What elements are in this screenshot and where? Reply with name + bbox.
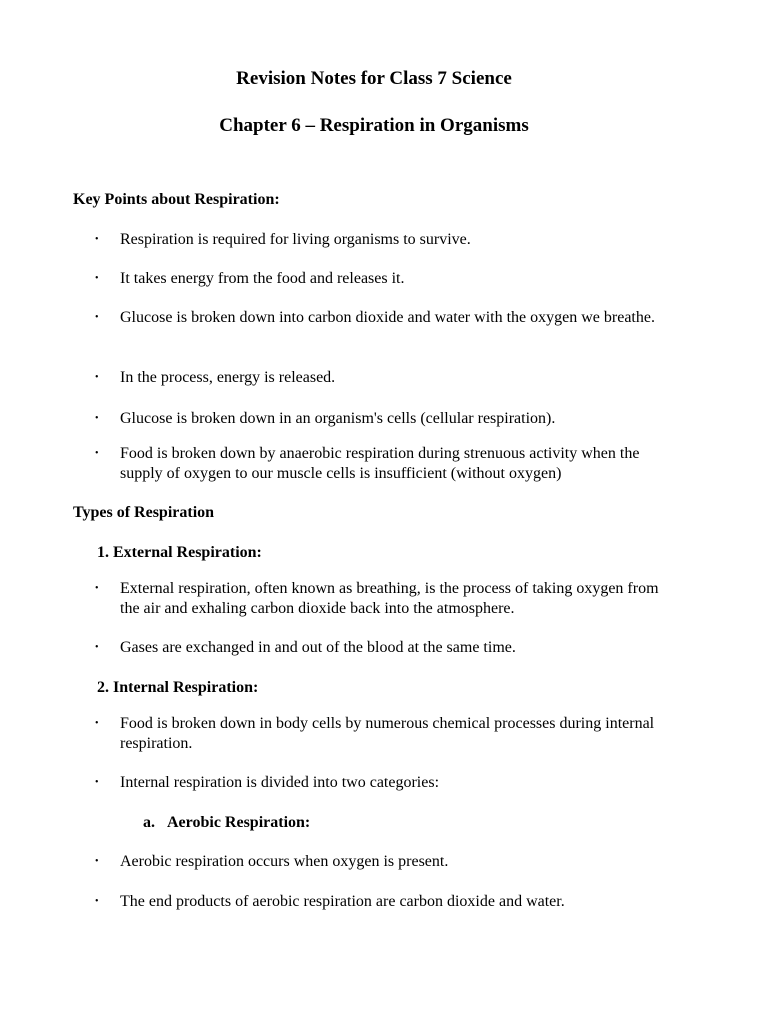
- list-item: [95, 308, 675, 328]
- list-item: [95, 773, 675, 793]
- bullet-icon: •: [95, 896, 99, 907]
- list-item: [95, 638, 675, 658]
- list-item: [95, 892, 675, 912]
- aerobic-respiration-heading: [143, 813, 310, 833]
- key-points-heading: Key Points about Respiration:: [73, 191, 280, 208]
- list-item-text: Gases are exchanged in and out of the blood at the same time.: [120, 639, 516, 656]
- aerobic-heading-text: Aerobic Respiration:: [167, 814, 311, 831]
- list-item-text: Internal respiration is divided into two categories:: [120, 774, 440, 791]
- list-item: [95, 579, 675, 619]
- list-item-text: Aerobic respiration occurs when oxygen is present.: [120, 853, 449, 870]
- list-item-text: External respiration, often known as breathing, is the process of taking oxygen from the air and exhaling carbon dioxide back into the atmosphere.: [120, 580, 659, 617]
- list-letter: a.: [143, 814, 155, 831]
- list-item: [95, 368, 675, 388]
- list-item: [95, 409, 675, 429]
- list-item: [95, 714, 675, 754]
- types-heading: Types of Respiration: [73, 504, 215, 521]
- bullet-icon: •: [95, 718, 99, 729]
- bullet-icon: •: [95, 777, 99, 788]
- bullet-icon: •: [95, 413, 99, 424]
- list-item-text: Glucose is broken down into carbon dioxide and water with the oxygen we breathe.: [120, 309, 655, 326]
- list-item: [95, 444, 675, 484]
- chapter-title: Chapter 6 – Respiration in Organisms: [219, 115, 529, 136]
- list-item: [95, 230, 675, 250]
- external-respiration-heading: 1. External Respiration:: [97, 544, 262, 561]
- list-item-text: In the process, energy is released.: [120, 369, 336, 386]
- bullet-icon: •: [95, 234, 99, 245]
- bullet-icon: •: [95, 642, 99, 653]
- bullet-icon: •: [95, 856, 99, 867]
- list-item-text: Respiration is required for living organisms to survive.: [120, 231, 471, 248]
- list-item-text: Glucose is broken down in an organism's cells (cellular respiration).: [120, 410, 556, 427]
- bullet-icon: •: [95, 583, 99, 594]
- bullet-icon: •: [95, 372, 99, 383]
- document-title: Revision Notes for Class 7 Science: [236, 68, 512, 89]
- bullet-icon: •: [95, 448, 99, 459]
- list-item: [95, 269, 675, 289]
- bullet-icon: •: [95, 273, 99, 284]
- list-item: [95, 852, 675, 872]
- list-item-text: The end products of aerobic respiration are carbon dioxide and water.: [120, 893, 565, 910]
- internal-respiration-heading: 2. Internal Respiration:: [97, 679, 259, 696]
- list-item-text: Food is broken down by anaerobic respiration during strenuous activity when the supply of oxygen to our muscle cells is insufficient (without oxygen): [120, 445, 640, 482]
- list-item-text: Food is broken down in body cells by numerous chemical processes during internal respiration.: [120, 715, 655, 752]
- list-item-text: It takes energy from the food and releases it.: [120, 270, 405, 287]
- bullet-icon: •: [95, 312, 99, 323]
